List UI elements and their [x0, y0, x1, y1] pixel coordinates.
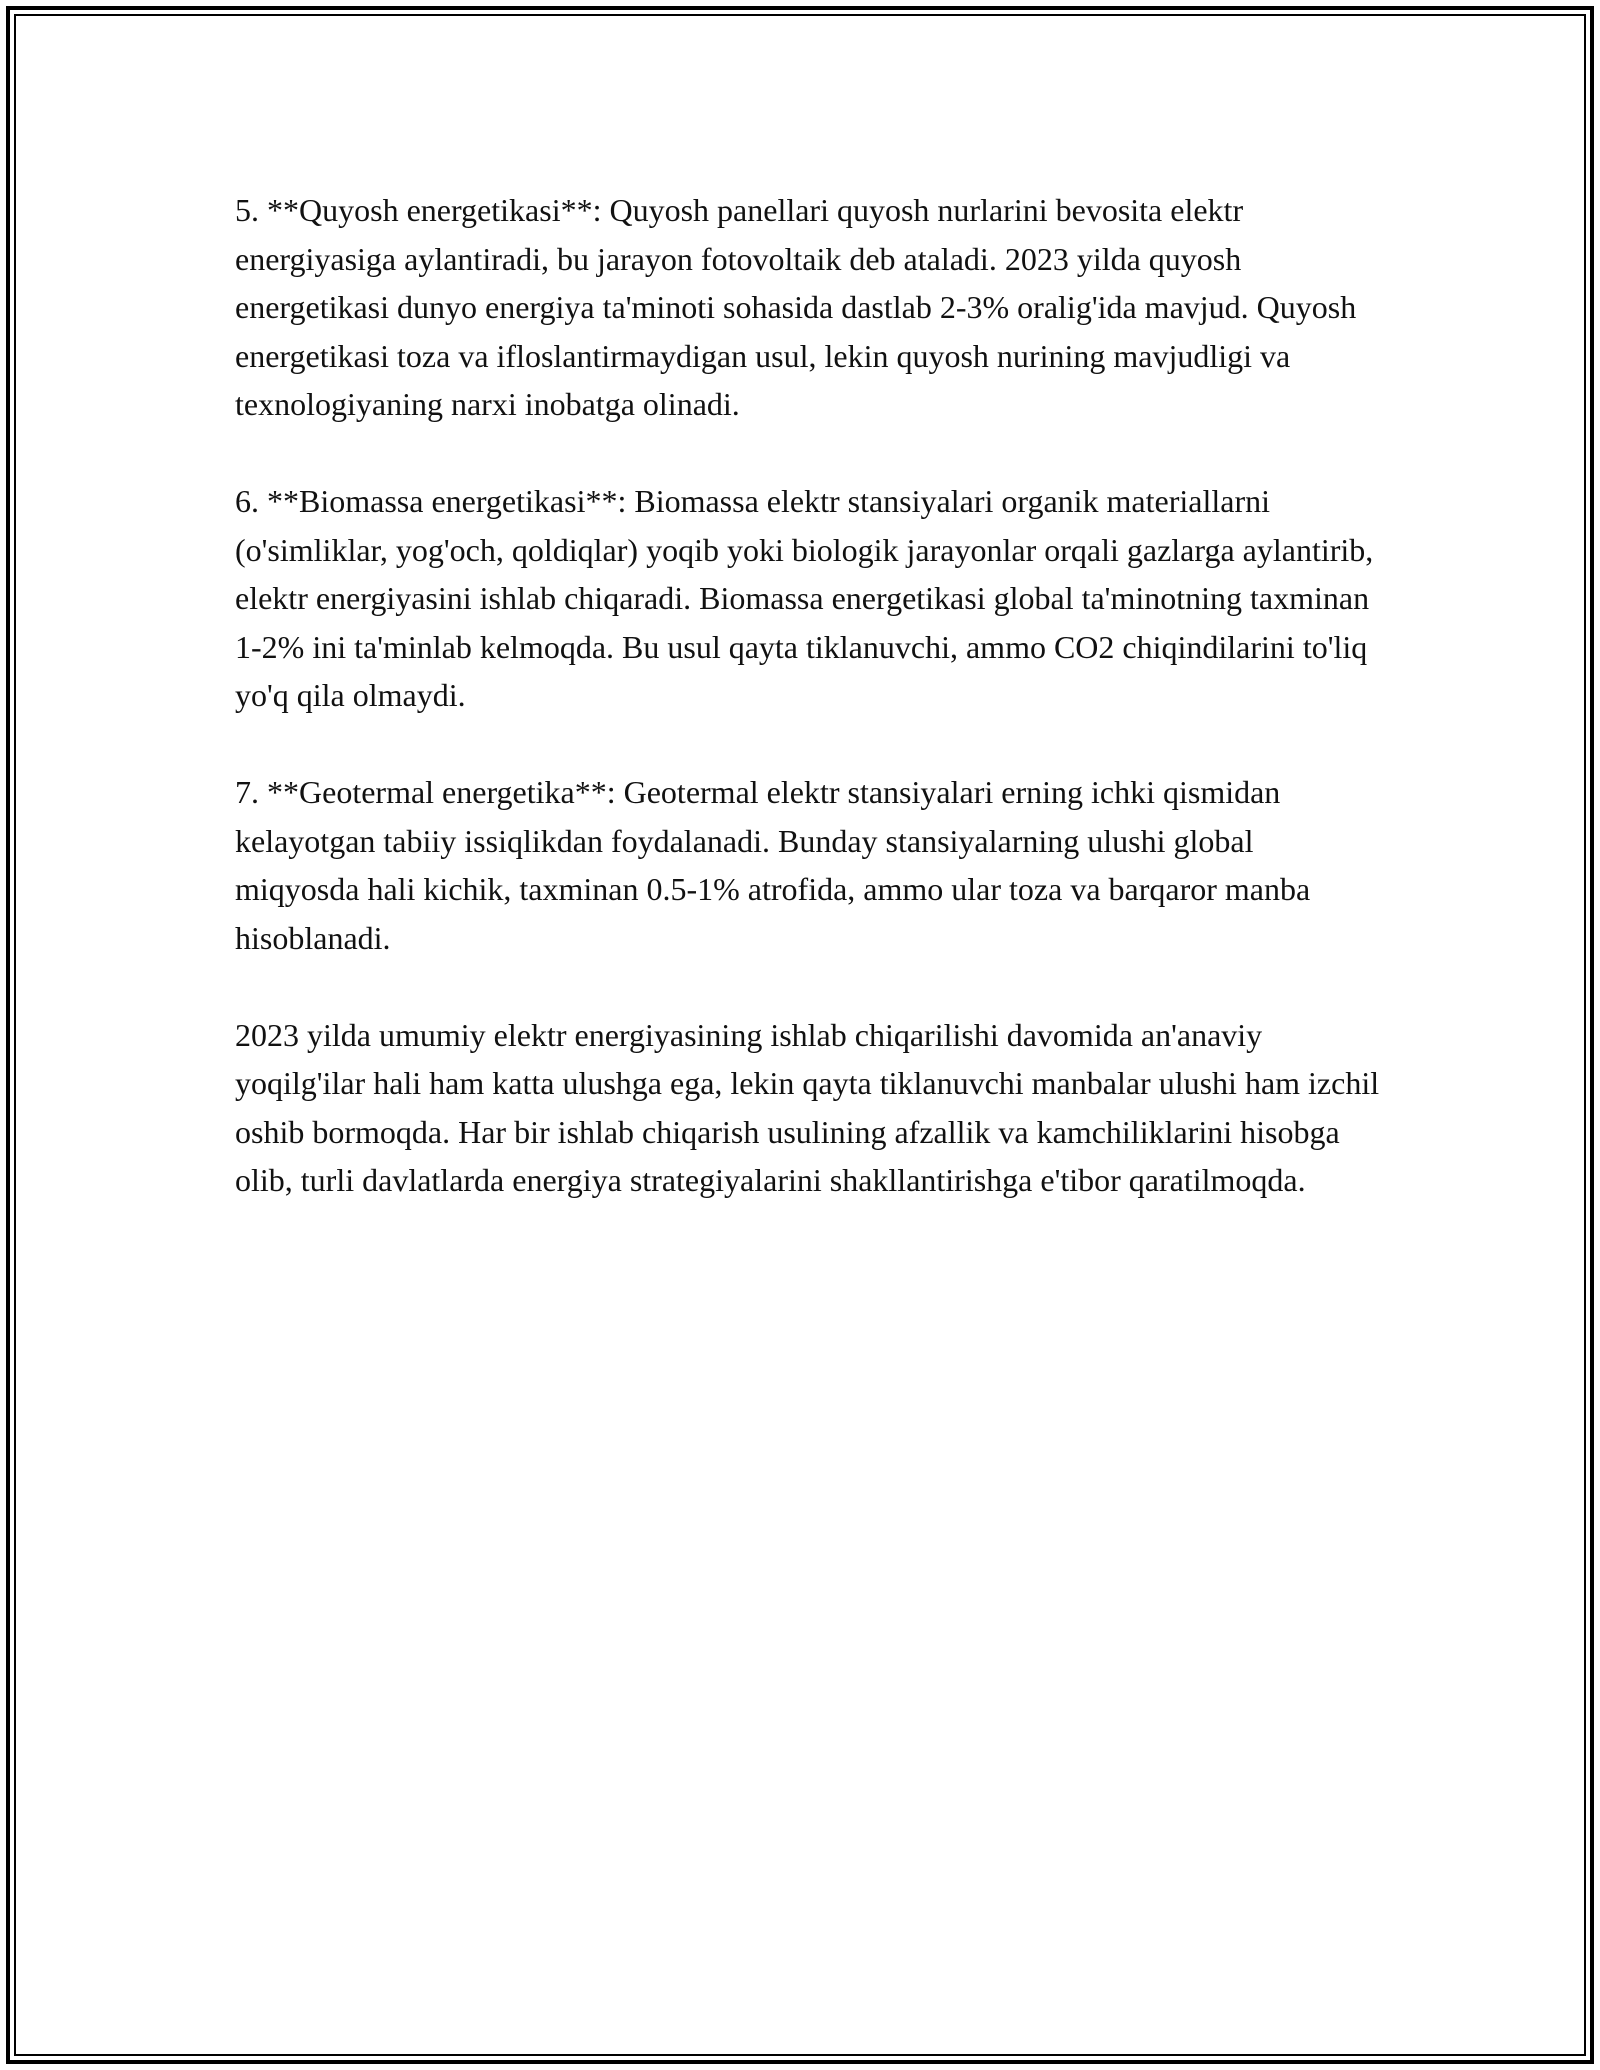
paragraph-biomass-energy: 6. **Biomassa energetikasi**: Biomassa elektr stansiyalari organik materiallarni (o'simliklar, yog'och, qoldiqlar) yoqib yoki biologik jarayonlar orqali gazlarga aylantirib, elektr energiyasini ishlab chiqaradi. Biomassa energetikasi global ta'minotning taxminan 1-2% ini ta'minlab kelmoqda. Bu usul qayta tiklanuvchi, ammo CO2 chiqindilarini to'liq yo'q qila olmaydi. — [235, 483, 1374, 713]
paragraph-conclusion: 2023 yilda umumiy elektr energiyasining ishlab chiqarilishi davomida an'anaviy yoqilg'ilar hali ham katta ulushga ega, lekin qayta tiklanuvchi manbalar ulushi ham izchil oshib bormoqda. Har bir ishlab chiqarish usulining afzallik va kamchiliklarini hisobga olib, turli davlatlarda energiya strategiyalarini shakllantirishga e'tibor qaratilmoqda. — [235, 1016, 1380, 1198]
paragraph-solar-energy: 5. **Quyosh energetikasi**: Quyosh panellari quyosh nurlarini bevosita elektr energiyasiga aylantiradi, bu jarayon fotovoltaik deb ataladi. 2023 yilda quyosh energetikasi dunyo energiya ta'minoti sohasida dastlab 2-3% oralig'ida mavjud. Quyosh energetikasi toza va ifloslantirmaydigan usul, lekin quyosh nurining mavjudligi va texnologiyaning narxi inobatga olinadi. — [235, 192, 1357, 422]
paragraph-geothermal-energy: 7. **Geotermal energetika**: Geotermal elektr stansiyalari erning ichki qismidan kelayotgan tabiiy issiqlikdan foydalanadi. Bunday stansiyalarning ulushi global miqyosda hali kichik, taxminan 0.5-1% atrofida, ammo ular toza va barqaror manba hisoblanadi. — [235, 774, 1311, 956]
document-body — [235, 186, 1385, 1253]
